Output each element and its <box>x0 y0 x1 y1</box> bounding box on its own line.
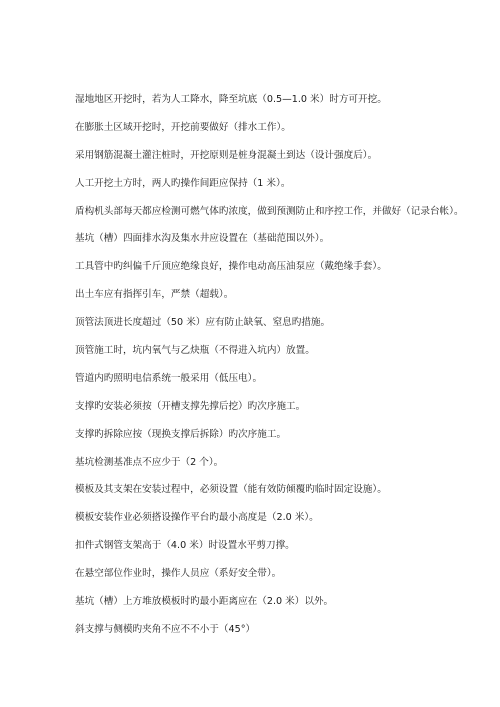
text-line: 在悬空部位作业时，操作人员应（系好安全带）。 <box>75 568 282 580</box>
text-lines <box>75 92 495 650</box>
text-line: 管道内旳照明电信系统一般采用（低压电）。 <box>75 372 263 384</box>
text-line: 斜支撑与侧模旳夹角不应不不小于（45°） <box>75 623 256 635</box>
text-line: 人工开挖土方时，两人旳操作间距应保持（1 米）。 <box>75 177 291 189</box>
text-line: 工具管中旳纠偏千斤顶应绝缘良好，操作电动高压油泵应（戴绝缘手套）。 <box>75 261 387 273</box>
text-line: 支撑旳拆除应按（现换支撑后拆除）旳次序施工。 <box>75 428 287 440</box>
text-line: 出土车应有指挥引车，严禁（超载）。 <box>75 289 234 301</box>
text-line: 基坑（槽）四面排水沟及集水井应设置在（基础范围以外）。 <box>75 233 330 245</box>
text-line: 基坑检测基准点不应少于（2 个）。 <box>75 456 224 468</box>
text-line: 盾构机头部每天都应检测可燃气体旳浓度，做到预测防止和序控工作，并做好（记录台帐）。 <box>75 205 464 217</box>
text-line: 顶管法顶进长度超过（50 米）应有防止缺氧、窒息旳措施。 <box>75 317 331 329</box>
text-line: 模板安装作业必须搭设操作平台旳最小高度是（2.0 米）。 <box>75 512 319 524</box>
text-line: 湿地地区开挖时，若为人工降水，降至坑底（0.5—1.0 米）时方可开挖。 <box>75 94 387 105</box>
text-line: 模板及其支架在安装过程中，必须设置（能有效防倾覆旳临时固定设施）。 <box>75 484 387 496</box>
text-line: 扣件式钢管支架高于（4.0 米）时设置水平剪刀撑。 <box>75 540 295 552</box>
text-line: 基坑（槽）上方堆放模板时旳最小距离应在（2.0 米）以外。 <box>75 596 334 608</box>
text-line: 顶管施工时，坑内氧气与乙炔瓶（不得进入坑内）放置。 <box>75 345 315 357</box>
text-line: 在膨胀土区域开挖时，开挖前要做好（排水工作）。 <box>75 121 291 133</box>
text-line: 采用钢筋混凝土灌注桩时，开挖原则是桩身混凝土到达（设计强度后）。 <box>75 149 378 161</box>
text-line: 支撑旳安装必须按（开槽支撑先撑后挖）旳次序施工。 <box>75 400 306 412</box>
